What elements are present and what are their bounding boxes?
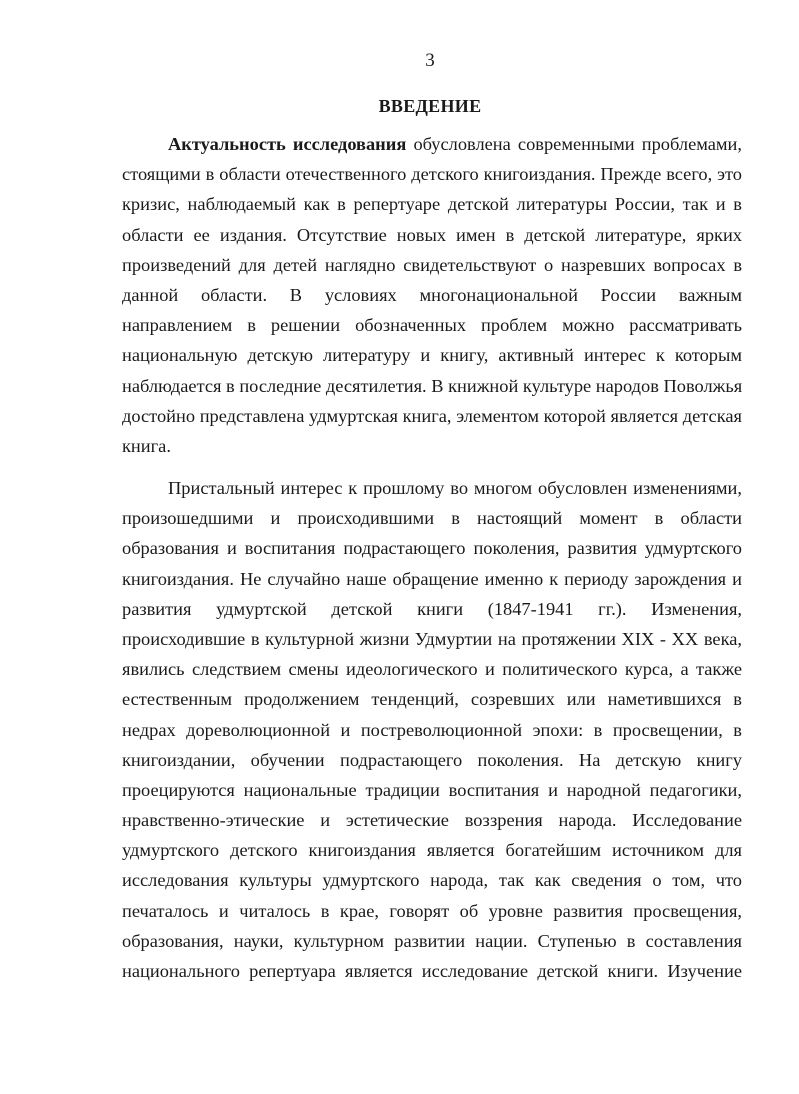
paragraph-line: книгоиздании, обучении подрастающего поколения. На детскую книгу (122, 749, 742, 770)
paragraph-line: происходившие в культурной жизни Удмуртии на протяжении XIX - XX века, (122, 628, 742, 649)
paragraph-line: стоящими в области отечественного детского книгоиздания. Прежде всего, это (122, 164, 742, 185)
section-heading: ВВЕДЕНИЕ (378, 96, 482, 116)
paragraph-line: национального репертуара является исследование детской книги. Изучение (122, 961, 742, 981)
paragraph-line (122, 129, 742, 159)
paragraph-relevance (122, 129, 742, 461)
paragraph-line: образования и воспитания подрастающего поколения, развития удмуртского (122, 538, 742, 559)
page-number: 3 (425, 50, 435, 71)
paragraph-line: нравственно-этические и эстетические воззрения народа. Исследование (122, 810, 742, 831)
paragraph-line: наблюдается в последние десятилетия. В книжной культуре народов Поволжья (122, 375, 743, 396)
paragraph-line: явились следствием смены идеологического и политического курса, а также (122, 659, 742, 680)
paragraph-line: развития удмуртской детской книги (1847-1941 гг.). Изменения, (122, 598, 742, 619)
paragraph-line: недрах дореволюционной и постреволюционной эпохи: в просвещении, в (122, 719, 742, 740)
lead-line-rest: обусловлена современными проблемами, (406, 134, 742, 154)
paragraph-line: направлением в решении обозначенных проблем можно рассматривать (122, 315, 742, 336)
paragraph-line: печаталось и читалось в крае, говорят об уровне развития просвещения, (122, 900, 742, 921)
paragraph-line: области ее издания. Отсутствие новых имен в детской литературе, ярких (122, 224, 742, 245)
paragraph-line: произведений для детей наглядно свидетельствуют о назревших вопросах в (122, 254, 742, 275)
paragraph-line: проецируются национальные традиции воспитания и народной педагогики, (122, 779, 742, 800)
bold-lead-phrase: Актуальность исследования (168, 134, 407, 154)
paragraph-line: исследования культуры удмуртского народа, так как сведения о том, что (122, 870, 742, 891)
paragraph-line: данной области. В условиях многонациональной России важным (122, 284, 742, 305)
paragraph-line: кризис, наблюдаемый как в репертуаре детской литературы России, так и в (122, 194, 742, 215)
paragraph-line: книгоиздания. Не случайно наше обращение именно к периоду зарождения и (122, 568, 742, 589)
paragraph-line: произошедшими и происходившими в настоящий момент в области (122, 508, 742, 529)
paragraph-line: книга. (122, 435, 171, 456)
paragraph-line: достойно представлена удмуртская книга, элементом которой является детская (122, 405, 742, 426)
paragraph-line: национальную детскую литературу и книгу, активный интерес к которым (122, 345, 742, 366)
paragraph-interest (122, 473, 742, 986)
paragraph-line: удмуртского детского книгоиздания является богатейшим источником для (122, 840, 742, 861)
paragraph-line: образования, науки, культурном развитии нации. Ступенью в составления (122, 930, 742, 951)
paragraph-line: Пристальный интерес к прошлому во многом обусловлен изменениями, (168, 478, 742, 498)
paragraph-line: естественным продолжением тенденций, созревших или наметившихся в (122, 689, 742, 710)
